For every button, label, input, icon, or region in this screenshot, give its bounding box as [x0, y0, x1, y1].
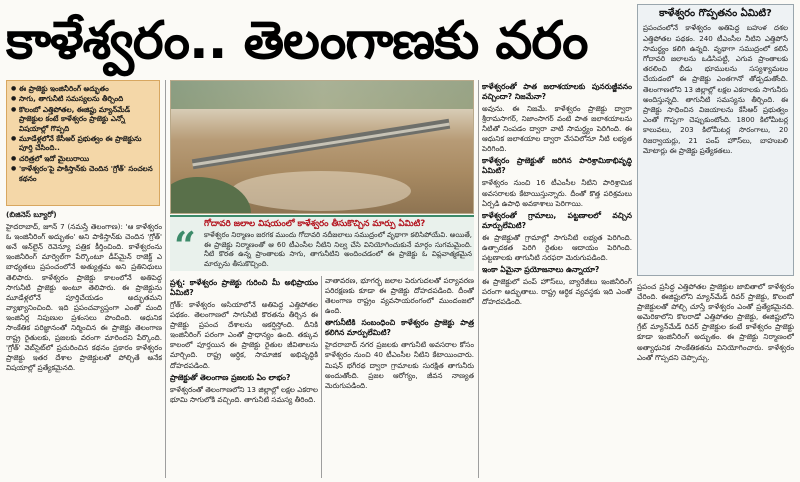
caption-body: కాళేశ్వరం నిర్మాణం జరగక ముందు గోదావరి నదీజలాలు సముద్రంలో వృథాగా కలిసిపోయేవి. అయితే, ఈ ప్రాజెక్టు నిర్మాణంతో ఆ 60 టీఎంసీల నీటిని నిల్వ చేసి వినియోగించుకునే మార్గం సుగమమైంది. నీటి కొరత ఉన్న ప్రాంతాలకు సాగు, తాగునీటిని అందించడంలో ఈ ప్రాజెక్టు ఓ విప్లవాత్మకమైన మార్పును తీసుకొచ్చింది. — [204, 231, 472, 268]
column-divider — [478, 80, 479, 478]
bottom-right-column — [637, 282, 794, 478]
headline: కాళేశ్వరం.. తెలంగాణకు వరం — [6, 11, 588, 71]
photo-spill — [231, 171, 411, 211]
column-divider — [165, 80, 166, 478]
question-heading: కాళేశ్వరంతో గ్రామాలు, పట్టణాలలో వచ్చిన మార్పులేమిటి? — [482, 210, 632, 230]
question-heading: కాళేశ్వరంతో పాత జలాశయాలకు పునరుజ్జీవనం వచ్చిందా? నిజమేనా? — [482, 82, 632, 101]
center-bottom-column — [325, 276, 474, 478]
question-heading: ఇంకా ఏమైనా ప్రయోజనాలు ఉన్నాయా? — [482, 265, 600, 275]
highlight-item: ● కొలంబో ఎత్తిపోతల, ఈజిప్టు మ్యాన్‌మేడ్ ప్రాజెక్టుల కంటే కాళేశ్వరం ప్రాజెక్టు ఎన్నో విషయాల్లో గొప్పది — [11, 105, 155, 133]
center-left-column — [170, 276, 318, 478]
article-text: ప్రపంచ ప్రసిద్ధ ఎత్తిపోతల ప్రాజెక్టుల జాబితాలో కాళేశ్వరం చేరింది. ఈజిప్టులోని మ్యాన్‌మేడ్ రివర్ ప్రాజెక్టు, కొలంబో ప్రాజెక్టులతో పోల్చి చూస్తే కాళేశ్వరం ఎంతో ప్రత్యేకమైనది. అమెరికాలోని కొలరాడో ఎత్తిపోతల ప్రాజెక్టు, ఈజిప్టులోని గ్రేట్ మ్యాన్‌మేడ్ రివర్ ప్రాజెక్టుల కంటే కాళేశ్వరం ప్రాజెక్టు కూడా ఇంజినీరింగ్ అద్భుతం. ఈ ప్రాజెక్టు నిర్మాణంలో అత్యాధునిక సాంకేతికతను వినియోగించారు. కాళేశ్వరం ఎంతో గొప్పదని చెప్పొచ్చు. — [637, 282, 794, 362]
highlight-item: ● 'కాళేశ్వరం'పై పాకిస్తాన్‌కు చెందిన 'గ్రోత్' సంచలన కథనం — [11, 164, 155, 183]
center-right-column — [482, 80, 632, 478]
highlight-item: ● ఈ ప్రాజెక్టు ఇంజినీరింగ్ అద్భుతం — [11, 84, 155, 93]
answer-text: గ్రోత్: కాళేశ్వరం ఆసియాలోనే అతిపెద్ద ఎత్తిపోతల పథకం. తెలంగాణలో సాగునీటి కొరతను తీర్చిన ఈ ప్రాజెక్టు ప్రపంచ దేశాలను ఆకర్షిస్తోంది. దీనికి ఇంజినీరింగ్ పరంగా ఎంతో ప్రాధాన్యం ఉంది. తక్కువ కాలంలో పూర్తయిన ఈ ప్రాజెక్టు రైతుల జీవితాలను మార్చింది. రాష్ట్ర ఆర్థిక, సామాజిక అభివృద్ధికి దోహదపడింది. — [170, 300, 318, 370]
caption-title: గోదావరి జలాల విషయంలో కాళేశ్వరం తీసుకొచ్చిన మార్పు ఏమిటి? — [204, 219, 426, 229]
question-heading: ప్రశ్న: కాళేశ్వరం ప్రాజెక్టు గురించి మీ అభిప్రాయం ఏమిటి? — [170, 278, 318, 297]
article-text: హైదరాబాద్, జూన్ 7 (నమస్తే తెలంగాణ): 'ఆ కాళేశ్వరం ఓ ఇంజినీరింగ్ అద్భుతం' అని పాకిస్తాన్‌కు చెందిన 'గ్రోత్' అనే ఆన్‌లైన్ రెవెన్యూ పత్రిక కీర్తించింది. కాళేశ్వరంను ఇంజినీరింగ్ మార్వెల్‌గా పేర్కొంటూ డీప్‌మైన్ రాజెక్ట్ ఎ బాధ్యతలు ప్రపంచంలోనే అత్యుత్తమ అని ప్రతినిధులు తెలిపారు. కాళేశ్వరం ప్రాజెక్టు కాలంలోనే అతిపెద్ద సాగునీటి ప్రాజెక్టు అంటూ తెలిపారు. ఈ ప్రాజెక్టును మూడేళ్లలోనే పూర్తిచేయడం అద్భుతమని వ్యాఖ్యానించింది. ఇది ప్రపంచవ్యాప్తంగా ఎంతో మంది ఇంజినీర్ల నిపుణుల ప్రశంసలు పొందింది. ఆధునిక సాంకేతిక పరిజ్ఞానంతో నిర్మించిన ఈ ప్రాజెక్టు తెలంగాణ రాష్ట్ర రైతులకు, ప్రజలకు వరంగా మారిందని పేర్కొంది. 'గ్రోత్' వెబ్‌సైట్‌లో ప్రచురించిన కథనం ప్రకారం కాళేశ్వరం ప్రాజెక్టు ఇతర దేశాల ప్రాజెక్టులతో పోల్చితే అనేక విషయాల్లో ప్రత్యేకమైనది. — [6, 222, 162, 373]
answer-text: ఈ ప్రాజెక్టులో పంప్ హౌస్‌లు, బ్యారేజీలు ఇంజినీరింగ్ పరంగా అద్భుతాలు. రాష్ట్ర ఆర్థిక వ్యవస్థకు ఇది ఎంతో దోహదపడింది. — [482, 277, 632, 307]
column-divider — [321, 276, 322, 478]
answer-text: హైదరాబాద్ నగర ప్రజలకు తాగునీటి అవసరాల కోసం కాళేశ్వరం నుంచి 40 టీఎంసీల నీటిని కేటాయించారు. మిషన్ భగీరథ ద్వారా గ్రామాలకు సురక్షిత తాగునీరు అందుతోంది. ప్రజల ఆరోగ్యం, జీవన నాణ్యత మెరుగుపడింది. — [325, 340, 474, 390]
highlight-item: ● సాగు, తాగునీటి సమస్యలను తీర్చింది — [11, 94, 155, 103]
highlights-box — [6, 80, 160, 206]
photo-land — [171, 81, 474, 109]
photo-caption-box — [170, 215, 474, 271]
answer-text: అవును. ఈ నిజమే. కాళేశ్వరం ప్రాజెక్టు ద్వారా శ్రీరామసాగర్, నిజాంసాగర్ వంటి పాత జలాశయాలను నీటితో నింపడం ద్వారా వాటి సామర్థ్యం పెరిగింది. ఈ ఆధునిక జలాశయాల ద్వారా వేసవిలోనూ నీటి లభ్యత పెరిగింది. — [482, 104, 632, 154]
sidebar-box — [637, 4, 794, 276]
question-heading: ప్రాజెక్టుతో తెలంగాణ ప్రజలకు ఏం లాభం? — [170, 372, 291, 382]
answer-text: కాళేశ్వరంతో తెలంగాణలోని 13 జిల్లాల్లో లక్షల ఎకరాల భూమి సాగులోకి వచ్చింది. తాగునీటి సమస్య తీరింది. — [170, 384, 318, 404]
sidebar-body: ప్రపంచంలోనే కాళేశ్వరం అతిపెద్ద బహుళ దశల ఎత్తిపోతల పథకం. 240 టీఎంసీల నీటిని ఎత్తిపోసే సామర్థ్యం కలిగి ఉన్నది. వృథాగా సముద్రంలో కలిసే గోదావరి జలాలను ఒడిసిపట్టి, ఎగువ ప్రాంతాలకు తరలించి బీడు భూములను సస్యశ్యామలం చేయడంలో ఈ ప్రాజెక్టు ఎంతగానో తోడ్పడుతోంది. తెలంగాణలోని 13 జిల్లాల్లో లక్షల ఎకరాలకు సాగునీరు అందిస్తున్నది. తాగునీటి సమస్యను తీర్చింది. ఈ ప్రాజెక్టు సాధించిన విజయాలను కేసీఆర్ ప్రభుత్వం ఎంతో గొప్పగా చెప్పుకుంటోంది. 1800 కిలోమీటర్ల కాలువలు, 203 కిలోమీటర్ల సొరంగాలు, 20 రిజర్వాయర్లు, 21 పంప్ హౌస్‌లు, బాహుబలి మోటార్లు ఈ ప్రాజెక్టు ప్రత్యేకతలు. — [643, 23, 788, 155]
question-heading: తాగునీటికి సంబంధించి కాళేశ్వరం ప్రాజెక్టు పాత్ర కలిగిన మార్పులేమిటి? — [325, 318, 474, 338]
answer-text: వాతావరణ, భూగర్భ జలాల పెరుగుదలతో పర్యావరణ పరిరక్షణకు కూడా ఈ ప్రాజెక్టు దోహదపడింది. దీంతో తెలంగాణ రాష్ట్రం వ్యవసాయరంగంలో ముందంజలో ఉంది. — [325, 276, 474, 316]
left-column — [6, 210, 162, 478]
answer-text: ఈ ప్రాజెక్టుతో గ్రామాల్లో సాగునీటి లభ్యత పెరిగింది. ఉత్పాదకత పెరిగి రైతుల ఆదాయం పెరిగింది. పట్టణాలకు తాగునీటి సరఫరా మెరుగుపడింది. — [482, 232, 632, 262]
answer-text: కాళేశ్వరం నుంచి 16 టీఎంసీల నీటిని పారిశ్రామిక అవసరాలకు కేటాయిస్తున్నారు. దీంతో కొత్త పరిశ్రమలు ఏర్పడి ఉపాధి అవకాశాలు పెరిగాయి. — [482, 178, 632, 208]
byline: (బిజినెస్ బ్యూరో) — [6, 210, 57, 219]
highlight-item: ● మూడేళ్లలోనే కేసీఆర్ ప్రభుత్వం ఈ ప్రాజెక్టును పూర్తి చేసింది.. — [11, 134, 155, 153]
sidebar-title: కాళేశ్వరం గొప్పతనం ఏమిటి? — [659, 8, 772, 19]
quote-mark-icon: “ — [174, 223, 196, 268]
question-heading: కాళేశ్వరం ప్రాజెక్టుతో జరిగిన పారిశ్రామికాభివృద్ధి ఏమిటి? — [482, 156, 632, 176]
photo-barrage-road — [192, 123, 449, 167]
dam-photo — [170, 80, 474, 214]
highlight-item: ● చరిత్రలో ఇదో మైలురాయి — [11, 154, 155, 163]
